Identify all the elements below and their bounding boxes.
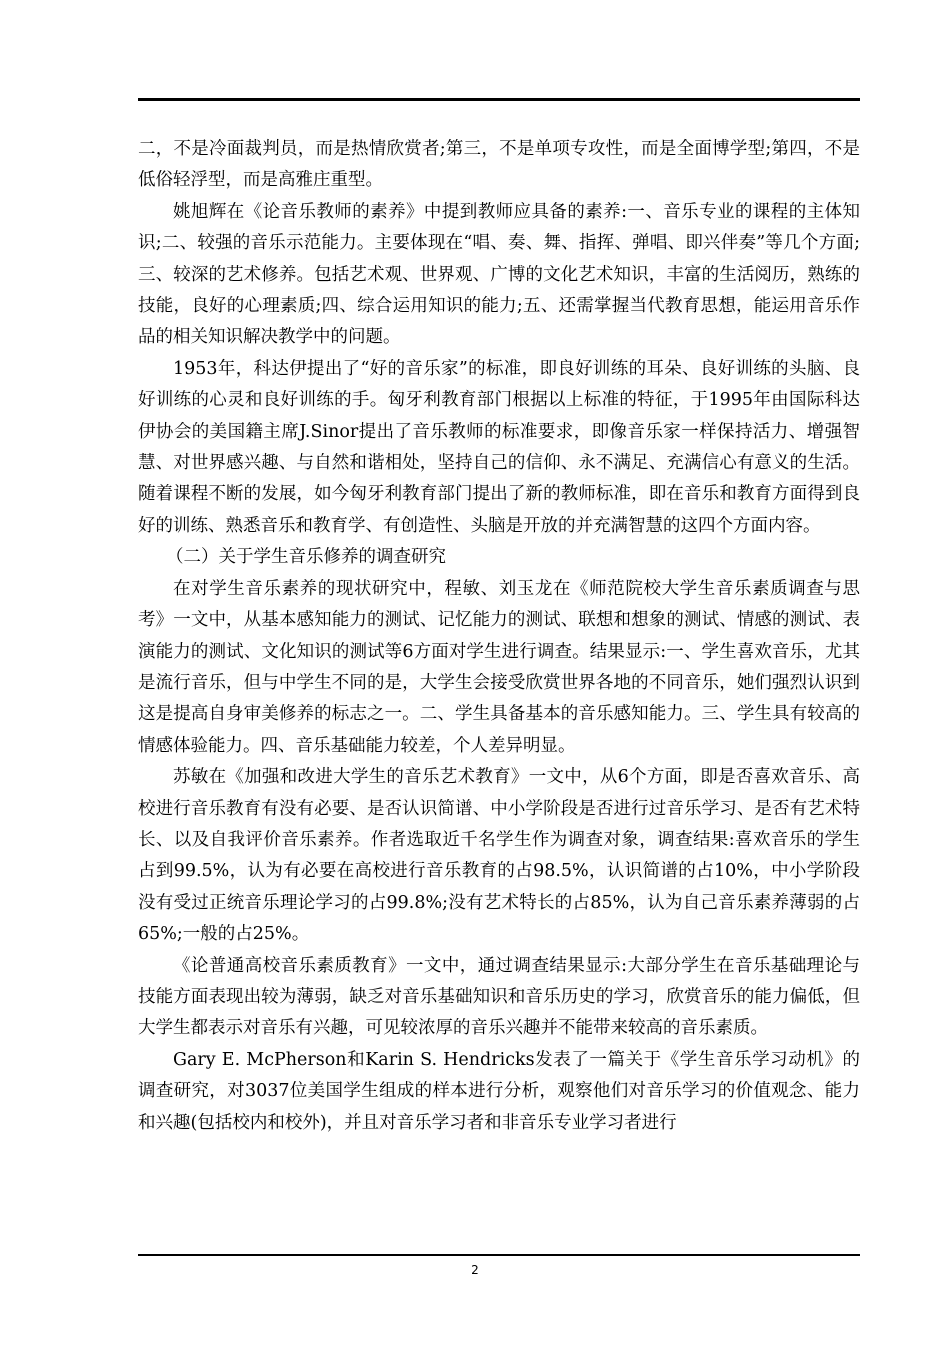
paragraph-kodaly-standard: 1953年，科达伊提出了“好的音乐家”的标准，即良好训练的耳朵、良好训练的头脑、良好训练的心灵和良好训练的手。匈牙利教育部门根据以上标准的特征，于1995年由国际科达伊协会的美国籍主席J.Sinor提出了音乐教师的标准要求，即像音乐家一样保持活力、增强智慧、对世界感兴趣、与自然和谐相处，坚持自己的信仰、永不满足、充满信心有意义的生活。随着课程不断的发展，如今匈牙利教育部门提出了新的教师标准，即在音乐和教育方面得到良好的训练、熟悉音乐和教育学、有创造性、头脑是开放的并充满智慧的这四个方面内容。	[138, 358, 860, 536]
page-body	[138, 134, 860, 1139]
paragraph-teacher-qualities: 姚旭辉在《论音乐教师的素养》中提到教师应具备的素养:一、音乐专业的课程的主体知识;二、较强的音乐示范能力。主要体现在“唱、奏、舞、指挥、弹唱、即兴伴奏”等几个方面;三、较深的艺术修养。包括艺术观、世界观、广博的文化艺术知识，丰富的生活阅历，熟练的技能，良好的心理素质;四、综合运用知识的能力;五、还需掌握当代教育思想，能运用音乐作品的相关知识解决教学中的问题。	[138, 201, 860, 348]
section-heading: （二）关于学生音乐修养的调查研究	[166, 547, 446, 568]
paragraph-student-survey: 在对学生音乐素养的现状研究中，程敏、刘玉龙在《师范院校大学生音乐素质调查与思考》一文中，从基本感知能力的测试、记忆能力的测试、联想和想象的测试、情感的测试、表演能力的测试、文化知识的测试等6方面对学生进行调查。结果显示:一、学生喜欢音乐，尤其是流行音乐，但与中学生不同的是，大学生会接受欣赏世界各地的不同音乐，她们强烈认识到这是提高自身审美修养的标志之一。二、学生具备基本的音乐感知能力。三、学生具有较高的情感体验能力。四、音乐基础能力较差，个人差异明显。	[138, 578, 860, 756]
page-number: 2	[471, 1263, 479, 1277]
paragraph-continuation: 二，不是冷面裁判员，而是热情欣赏者;第三，不是单项专攻性，而是全面博学型;第四，不是低俗轻浮型，而是高雅庄重型。	[138, 139, 860, 191]
paragraph-su-min-survey: 苏敏在《加强和改进大学生的音乐艺术教育》一文中，从6个方面，即是否喜欢音乐、高校进行音乐教育有没有必要、是否认识简谱、中小学阶段是否进行过音乐学习、是否有艺术特长、以及自我评价音乐素养。作者选取近千名学生作为调查对象，调查结果:喜欢音乐的学生占到99.5%，认为有必要在高校进行音乐教育的占98.5%，认识简谱的占10%，中小学阶段没有受过正统音乐理论学习的占99.8%;没有艺术特长的占85%，认为自己音乐素养薄弱的占65%;一般的占25%。	[138, 767, 860, 945]
footer-rule	[138, 1254, 860, 1256]
paragraph-quality-education: 《论普通高校音乐素质教育》一文中，通过调查结果显示:大部分学生在音乐基础理论与技能方面表现出较为薄弱，缺乏对音乐基础知识和音乐历史的学习，欣赏音乐的能力偏低，但大学生都表示对音乐有兴趣，可见较浓厚的音乐兴趣并不能带来较高的音乐素质。	[138, 955, 860, 1039]
header-rule	[138, 98, 860, 101]
paragraph-motivation-study: Gary E. McPherson和Karin S. Hendricks发表了一篇关于《学生音乐学习动机》的调查研究，对3037位美国学生组成的样本进行分析，观察他们对音乐学习的价值观念、能力和兴趣(包括校内和校外)，并且对音乐学习者和非音乐专业学习者进行	[138, 1049, 860, 1133]
